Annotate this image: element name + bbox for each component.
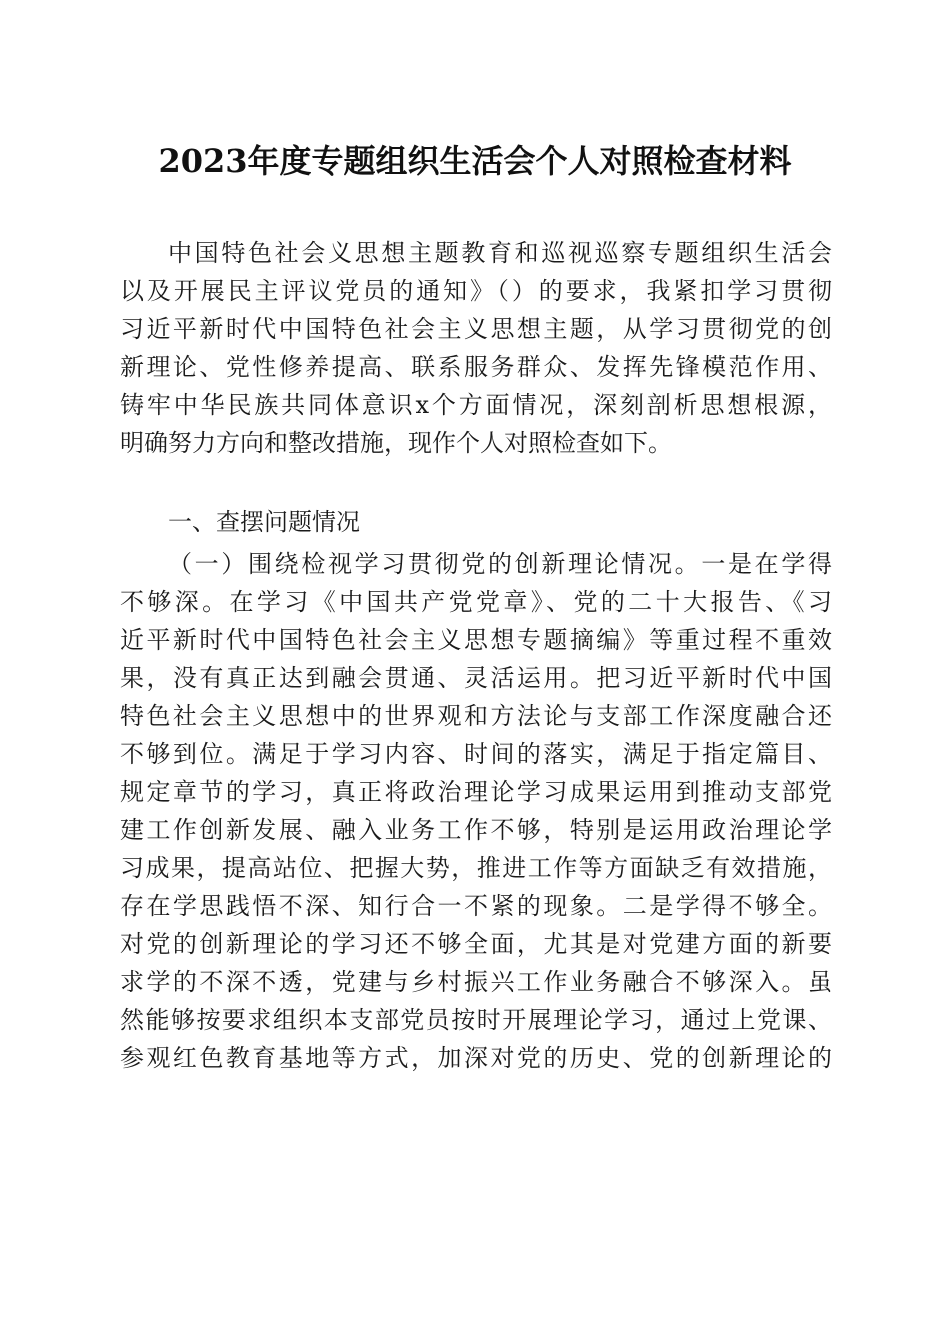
section-heading: 一、查摆问题情况 [168,508,360,536]
intro-paragraph [120,234,832,462]
text-line: 然能够按要求组织本支部党员按时开展理论学习，通过上党课、 [120,1006,832,1034]
text-line: 特色社会主义思想中的世界观和方法论与支部工作深度融合还 [120,702,832,730]
text-line: 习近平新时代中国特色社会主义思想主题，从学习贯彻党的创 [120,315,832,343]
text-line: 不够到位。满足于学习内容、时间的落实，满足于指定篇目、 [120,740,832,768]
text-line: 对党的创新理论的学习还不够全面，尤其是对党建方面的新要 [120,930,832,958]
text-line: 果，没有真正达到融会贯通、灵活运用。把习近平新时代中国 [120,664,832,692]
text-line: 参观红色教育基地等方式，加深对党的历史、党的创新理论的 [120,1044,832,1072]
text-line: 规定章节的学习，真正将政治理论学习成果运用到推动支部党 [120,778,832,806]
text-line: 中国特色社会义思想主题教育和巡视巡察专题组织生活会 [168,239,832,267]
text-line: （一）围绕检视学习贯彻党的创新理论情况。一是在学得 [168,550,832,578]
document-title: 2023年度专题组织生活会个人对照检查材料 [158,142,792,180]
text-line: 近平新时代中国特色社会主义思想专题摘编》等重过程不重效 [120,626,832,654]
text-line: 求学的不深不透，党建与乡村振兴工作业务融合不够深入。虽 [120,968,832,996]
section-paragraph [120,545,832,1077]
text-line: 存在学思践悟不深、知行合一不紧的现象。二是学得不够全。 [120,892,832,920]
text-line: 新理论、党性修养提高、联系服务群众、发挥先锋模范作用、 [120,353,832,381]
text-line: 铸牢中华民族共同体意识x个方面情况，深刻剖析思想根源， [120,391,832,419]
section-heading-wrapper [120,503,832,541]
text-line: 建工作创新发展、融入业务工作不够，特别是运用政治理论学 [120,816,832,844]
text-line: 不够深。在学习《中国共产党党章》、党的二十大报告、《习 [120,588,832,616]
text-line: 习成果，提高站位、把握大势，推进工作等方面缺乏有效措施， [120,854,832,882]
text-line: 明确努力方向和整改措施，现作个人对照检查如下。 [120,429,672,457]
text-line: 以及开展民主评议党员的通知》（）的要求，我紧扣学习贯彻 [120,277,832,305]
